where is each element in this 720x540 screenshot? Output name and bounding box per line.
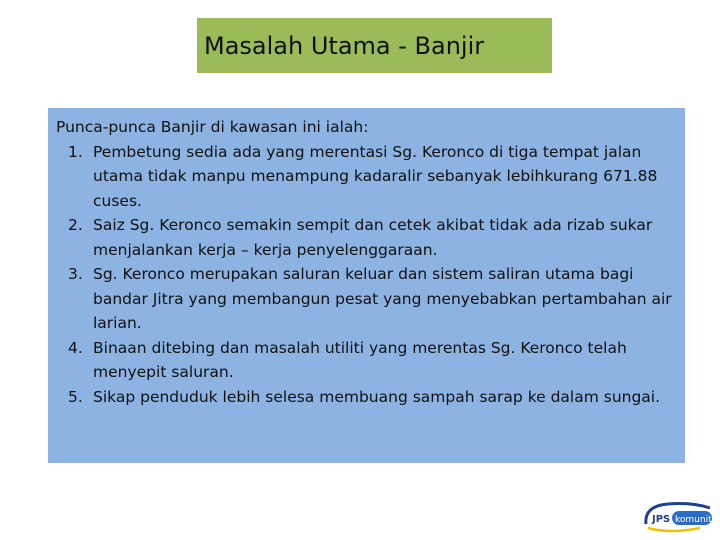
list-text: Sg. Keronco merupakan saluran keluar dan sistem saliran utama bagi bandar Jitra yang membangun pesat yang menyebabkan pertambahan air larian. [93, 265, 672, 332]
title-box [197, 18, 552, 73]
points-list [56, 140, 675, 410]
list-item [56, 140, 675, 214]
list-text: Saiz Sg. Keronco semakin sempit dan cetek akibat tidak ada rizab sukar menjalankan kerja – kerja penyelenggaraan. [93, 216, 653, 259]
list-text: Pembetung sedia ada yang merentasi Sg. Keronco di tiga tempat jalan utama tidak manpu menampung kadaralir sebanyak lebihkurang 671.88 cuses. [93, 142, 658, 210]
list-number: 4. [68, 338, 83, 357]
intro-text: Punca-punca Banjir di kawasan ini ialah: [56, 118, 369, 136]
logo-swoosh-lower [648, 528, 700, 531]
logo-text-right: komuniti [675, 515, 715, 525]
list-text: Binaan ditebing dan masalah utiliti yang merentas Sg. Keronco telah menyepit saluran. [93, 338, 627, 381]
jps-komuniti-logo [640, 498, 718, 536]
list-item [56, 262, 675, 336]
list-item [56, 213, 675, 262]
list-number: 3. [68, 265, 83, 283]
logo-text-left: JPS [652, 514, 671, 525]
list-number: 1. [68, 142, 83, 161]
content-box [48, 108, 685, 463]
list-item [56, 385, 675, 410]
list-text: Sikap penduduk lebih selesa membuang sampah sarap ke dalam sungai. [93, 387, 661, 406]
list-number: 5. [68, 387, 83, 406]
slide-title: Masalah Utama - Banjir [204, 31, 485, 60]
list-number: 2. [68, 216, 83, 234]
list-item [56, 336, 675, 385]
